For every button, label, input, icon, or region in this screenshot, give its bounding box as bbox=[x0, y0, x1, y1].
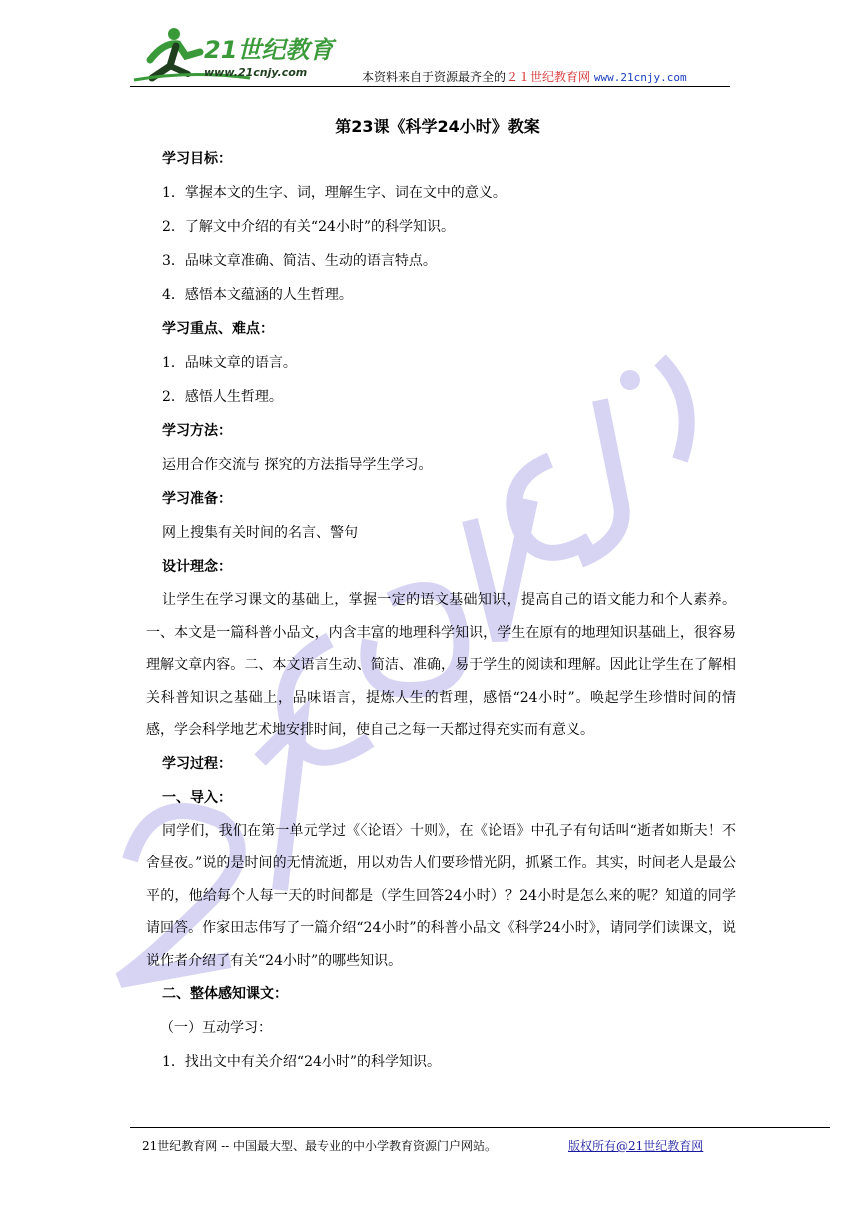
intro-paragraph bbox=[146, 815, 736, 978]
logo-url: www.21cnjy.com bbox=[204, 66, 308, 79]
page-header bbox=[130, 20, 730, 88]
prep-heading: 学习准备： bbox=[162, 491, 232, 507]
design-paragraph bbox=[146, 584, 736, 747]
goals-heading: 学习目标： bbox=[162, 151, 232, 167]
goal-item: 1．掌握本文的生字、词，理解生字、词在文中的意义。 bbox=[162, 185, 507, 201]
goal-item: 4．感悟本文蕴涵的人生哲理。 bbox=[162, 287, 353, 303]
design-heading: 设计理念： bbox=[162, 559, 232, 575]
design-paragraph-text: 让学生在学习课文的基础上，掌握一定的语文基础知识，提高自己的语文能力和个人素养。一、本文是一篇科普小品文，内含丰富的地理科学知识，学生在原有的地理知识基础上，很容易理解文章内容。二、本文语言生动、简洁、准确，易于学生的阅读和理解。因此让学生在了解相关科普知识之基础上，品味语言，提炼人生的哲理，感悟“24小时”。唤起学生珍惜时间的情感，学会科学地艺术地安排时间，使自己之每一天都过得充实而有意义。 bbox=[146, 592, 736, 738]
process-heading: 学习过程： bbox=[162, 755, 232, 772]
footer-text: 21世纪教育网 -- 中国最大型、最专业的中小学教育资源门户网站。 bbox=[142, 1139, 498, 1153]
focus-item: 1．品味文章的语言。 bbox=[162, 355, 297, 371]
intro-paragraph-text: 同学们，我们在第一单元学过《〈论语〉十则》，在《论语》中孔子有句话叫“逝者如斯夫！不舍昼夜。”说的是时间的无情流逝，用以劝告人们要珍惜光阴，抓紧工作。其实，时间老人是最公平的，他给每个人每一天的时间都是（学生回答24小时）？24小时是怎么来的呢？知道的同学请回答。作家田志伟写了一篇介绍“24小时”的科普小品文《科学24小时》，请同学们读课文，说说作者介绍了有关“24小时”的哪些知识。 bbox=[146, 822, 736, 969]
focus-heading: 学习重点、难点： bbox=[162, 321, 274, 337]
site-logo bbox=[130, 22, 350, 88]
task-item: 1．找出文中有关介绍“24小时”的科学知识。 bbox=[162, 1054, 442, 1070]
goal-item: 3．品味文章准确、简洁、生动的语言特点。 bbox=[162, 253, 437, 269]
goal-item: 2．了解文中介绍的有关“24小时”的科学知识。 bbox=[162, 219, 456, 235]
prep-text: 网上搜集有关时间的名言、警句 bbox=[162, 525, 358, 541]
document-body bbox=[146, 112, 738, 1079]
header-notice-site[interactable]: ２１世纪教育网 bbox=[506, 70, 591, 84]
method-heading: 学习方法： bbox=[162, 423, 232, 439]
header-divider bbox=[130, 86, 730, 87]
focus-item: 2．感悟人生哲理。 bbox=[162, 389, 283, 405]
copyright-link[interactable]: 版权所有@21世纪教育网 bbox=[568, 1139, 704, 1153]
sub-heading: （一）互动学习： bbox=[160, 1020, 272, 1036]
method-text: 运用合作交流与 探究的方法指导学生学习。 bbox=[162, 457, 433, 473]
header-notice-url[interactable]: www.21cnjy.com bbox=[593, 71, 687, 84]
header-notice bbox=[362, 68, 687, 85]
intro-heading: 一、导入： bbox=[162, 789, 232, 806]
document-title: 第23课《科学24小时》教案 bbox=[335, 117, 540, 136]
page-footer bbox=[142, 1137, 704, 1154]
header-notice-prefix: 本资料来自于资源最齐全的 bbox=[362, 70, 507, 84]
logo-text: 21世纪教育 bbox=[204, 36, 334, 64]
footer-divider bbox=[130, 1127, 830, 1128]
perceive-heading: 二、整体感知课文： bbox=[162, 986, 288, 1002]
